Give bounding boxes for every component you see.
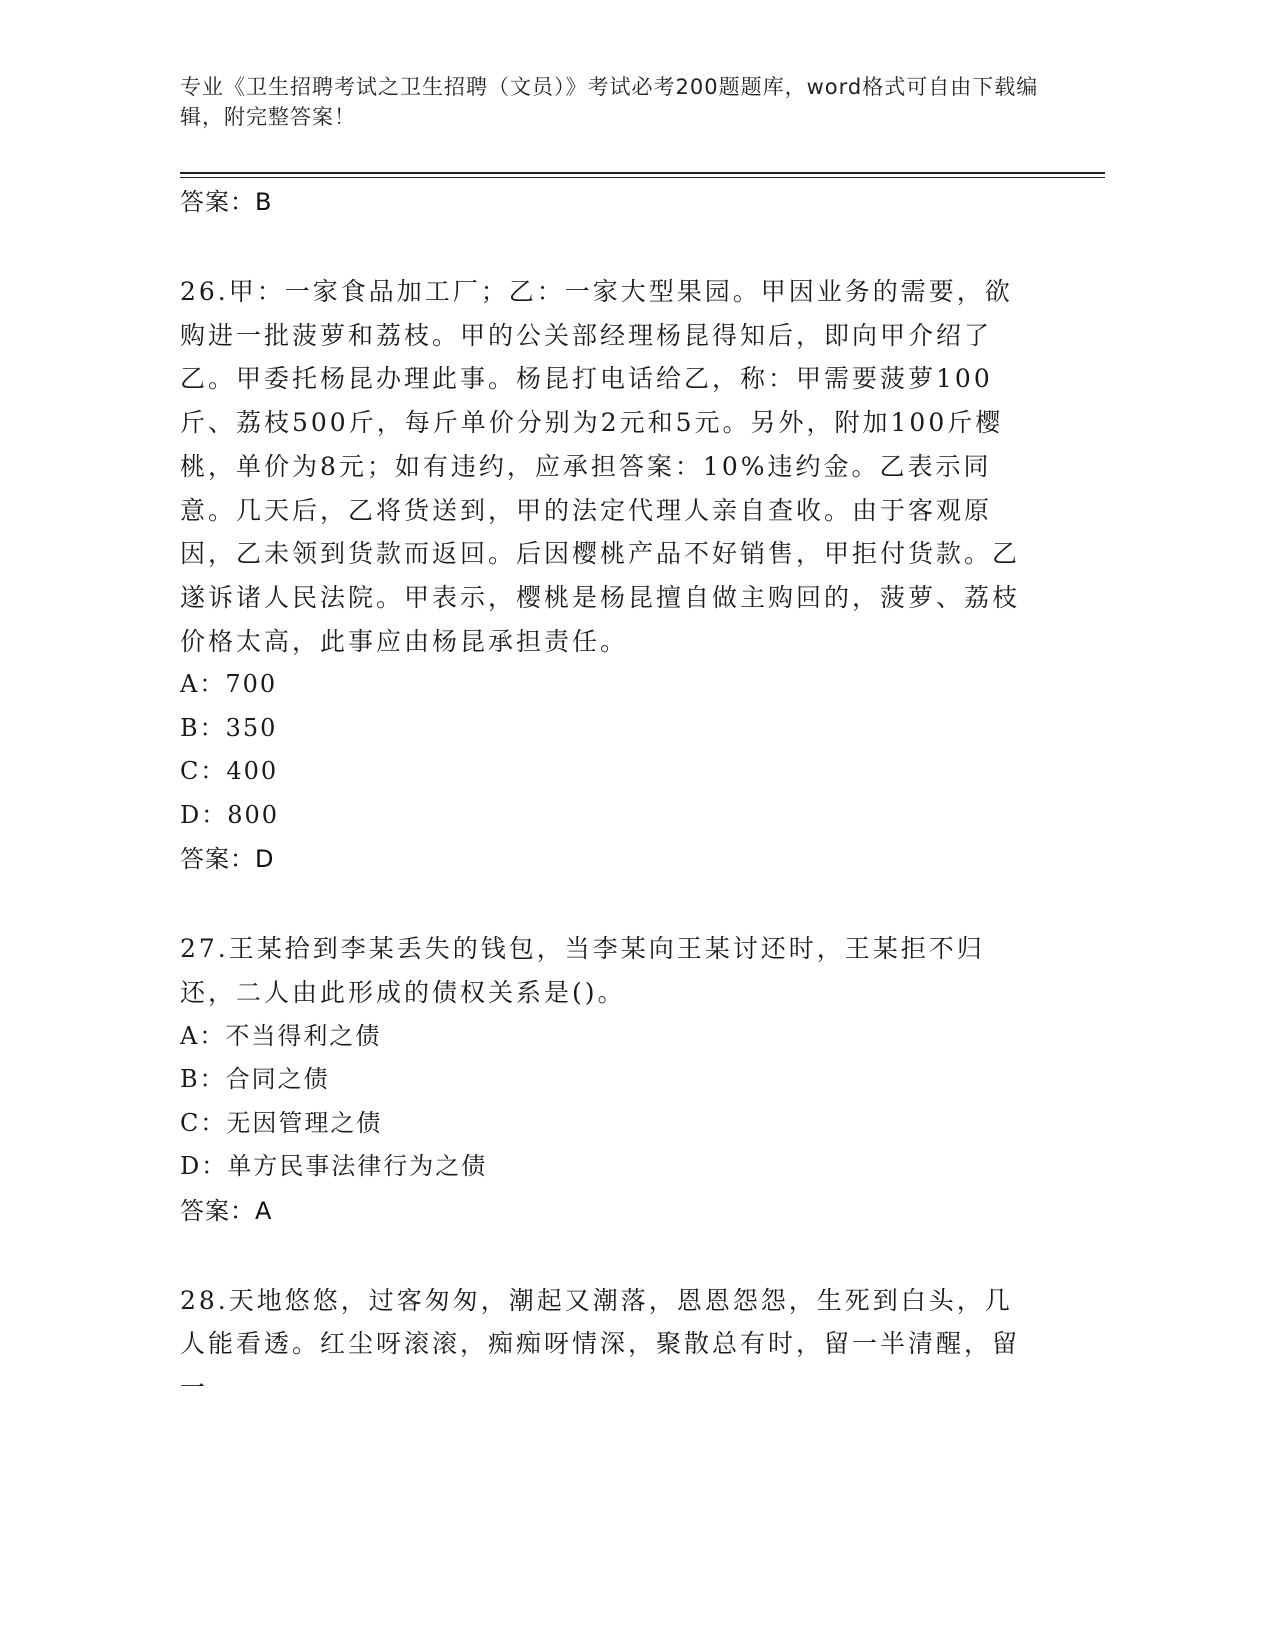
header-divider-thin — [180, 177, 1105, 178]
option-a: A：700 — [180, 670, 278, 699]
spacer — [180, 881, 1040, 927]
answer-label: 答案：B — [180, 188, 273, 216]
answer-label: 答案：D — [180, 845, 275, 874]
question-text: 27.王某拾到李某丢失的钱包，当李某向王某讨还时，王某拒不归还，二人由此形成的债权关系是()。 — [180, 934, 985, 1008]
option-c: C：无因管理之债 — [180, 1108, 383, 1137]
question-text: 26.甲：一家食品加工厂；乙：一家大型果园。甲因业务的需要，欲购进一批菠萝和荔枝。甲的公关部经理杨昆得知后，即向甲介绍了乙。甲委托杨昆办理此事。杨昆打电话给乙，称：甲需要菠萝100斤、荔枝500斤，每斤单价分别为2元和5元。另外，附加100斤樱桃，单价为8元；如有违约，应承担答案：10%违约金。乙表示同意。几天后，乙将货送到，甲的法定代理人亲自查收。由于客观原因，乙未领到货款而返回。后因樱桃产品不好销售，甲拒付货款。乙遂诉诸人民法院。甲表示，樱桃是杨昆擅自做主购回的，菠萝、荔枝价格太高，此事应由杨昆承担责任。 — [180, 277, 1021, 656]
spacer — [180, 224, 1040, 270]
option-c: C：400 — [180, 757, 279, 786]
option-a: A：不当得利之债 — [180, 1021, 382, 1050]
option-b: B：合同之债 — [180, 1065, 330, 1094]
answer-label: 答案：A — [180, 1196, 273, 1225]
document-body — [180, 180, 1040, 1410]
option-d: D：单方民事法律行为之债 — [180, 1152, 488, 1181]
document-header: 专业《卫生招聘考试之卫生招聘（文员）》考试必考200题题库，word格式可自由下载编辑，附完整答案！ — [180, 75, 1039, 129]
option-b: B：350 — [180, 713, 278, 742]
option-d: D：800 — [180, 800, 280, 829]
spacer — [180, 1233, 1040, 1279]
header-divider-thick — [180, 172, 1105, 174]
question-text: 28.天地悠悠，过客匆匆，潮起又潮落，恩恩怨怨，生死到白头，几人能看透。红尘呀滚滚，痴痴呀情深，聚散总有时，留一半清醒，留一 — [180, 1285, 1021, 1403]
